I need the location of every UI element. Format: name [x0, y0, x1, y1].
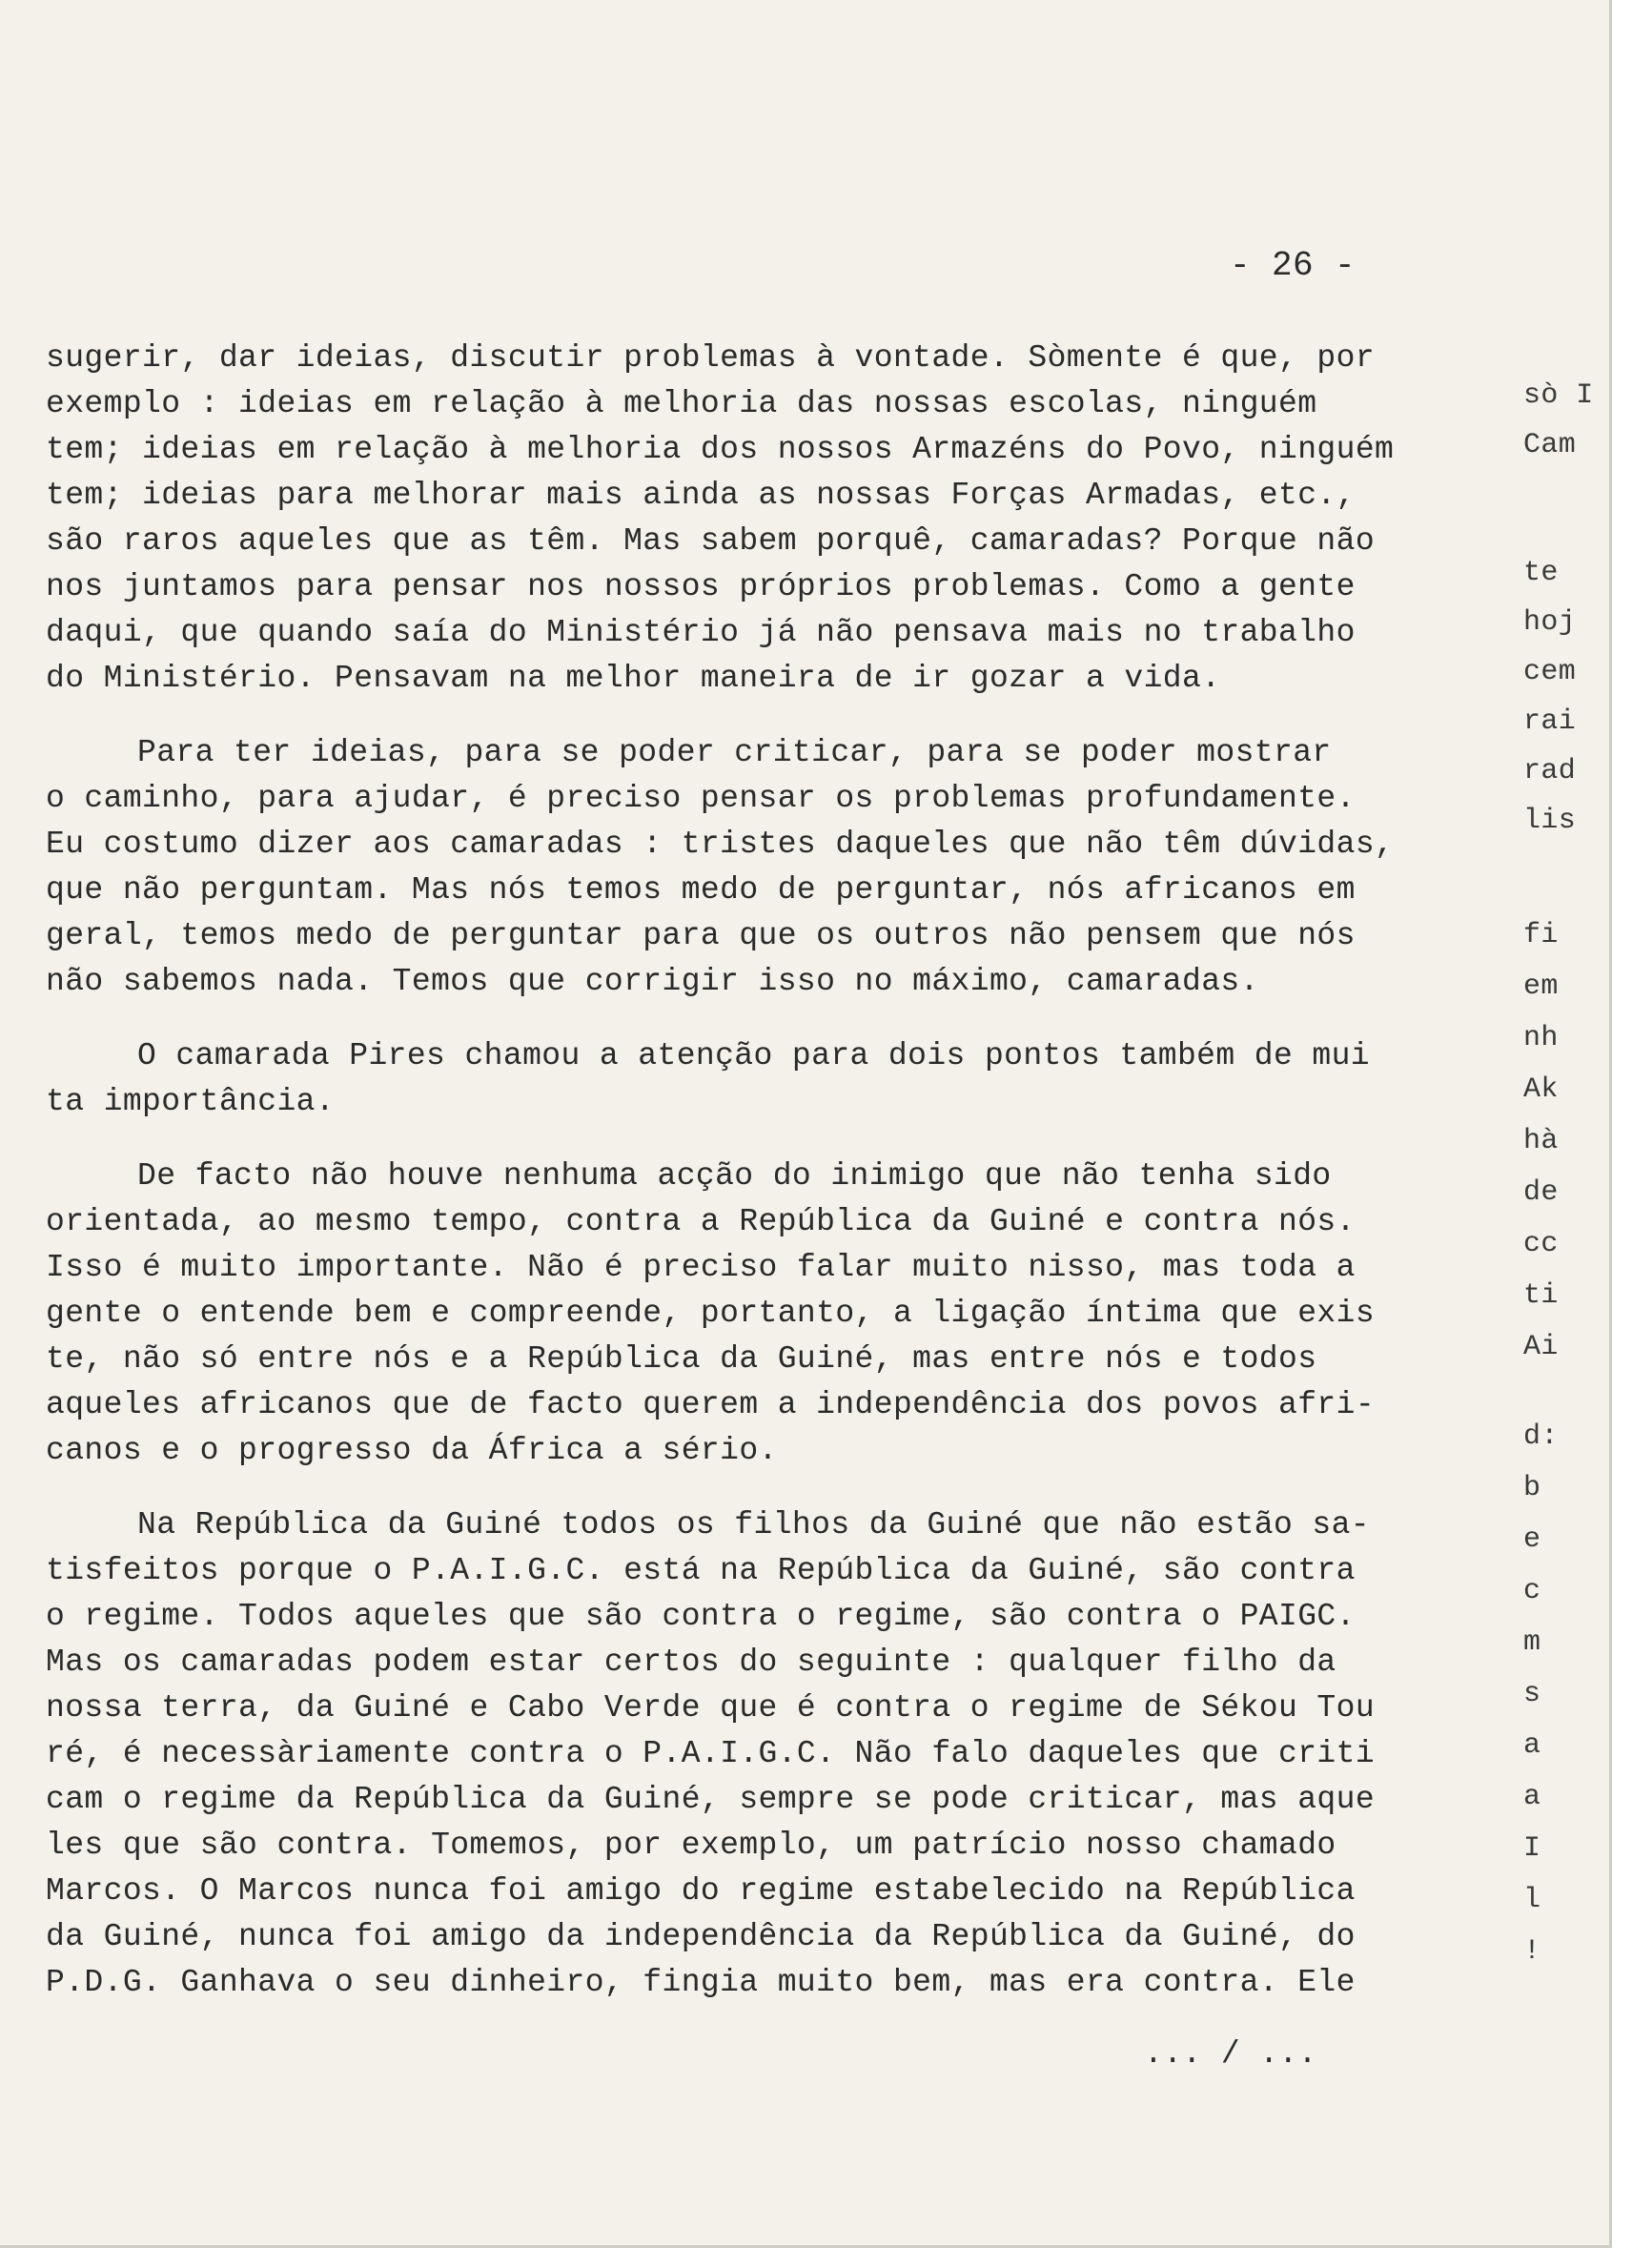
margin-fragment: em: [1523, 971, 1559, 1003]
text-line: canos e o progresso da África a sério.: [46, 1433, 778, 1468]
margin-fragment: fi: [1523, 919, 1559, 951]
continuation-marker: ... / ...: [1144, 2036, 1317, 2072]
text-line: Marcos. O Marcos nunca foi amigo do regime estabelecido na República: [46, 1873, 1356, 1909]
text-line: nossa terra, da Guiné e Cabo Verde que é contra o regime de Sékou Tou: [46, 1690, 1376, 1726]
text-line: o regime. Todos aqueles que são contra o regime, são contra o PAIGC.: [46, 1599, 1356, 1634]
text-line: o caminho, para ajudar, é preciso pensar os problemas profundamente.: [46, 781, 1356, 816]
margin-fragment: a: [1523, 1781, 1541, 1813]
text-line: Para ter ideias, para se poder criticar, para se poder mostrar: [137, 735, 1332, 770]
text-line: do Ministério. Pensavam na melhor maneira de ir gozar a vida.: [46, 661, 1221, 696]
text-line: O camarada Pires chamou a atenção para dois pontos também de mui: [137, 1038, 1371, 1073]
margin-fragment: rai: [1523, 705, 1577, 738]
margin-fragment: e: [1523, 1523, 1541, 1556]
text-line: orientada, ao mesmo tempo, contra a República da Guiné e contra nós.: [46, 1204, 1356, 1239]
text-line: daqui, que quando saía do Ministério já não pensava mais no trabalho: [46, 615, 1356, 650]
text-line: não sabemos nada. Temos que corrigir isso no máximo, camaradas.: [46, 964, 1259, 999]
text-line: nos juntamos para pensar nos nossos próprios problemas. Como a gente: [46, 569, 1356, 604]
margin-fragment: sò I: [1523, 379, 1594, 412]
text-line: ré, é necessàriamente contra o P.A.I.G.C. Não falo daqueles que criti: [46, 1736, 1376, 1771]
margin-fragment: m: [1523, 1626, 1541, 1659]
paragraph-gap: [46, 1125, 1438, 1154]
text-line: cam o regime da República da Guiné, sempre se pode criticar, mas aque: [46, 1782, 1376, 1817]
text-line: da Guiné, nunca foi amigo da independência da República da Guiné, do: [46, 1919, 1356, 1954]
text-line: tisfeitos porque o P.A.I.G.C. está na República da Guiné, são contra: [46, 1553, 1356, 1588]
margin-fragment: cc: [1523, 1228, 1559, 1260]
text-line: geral, temos medo de perguntar para que os outros não pensem que nós: [46, 918, 1356, 953]
margin-fragment: s: [1523, 1678, 1541, 1710]
paragraph-gap: [46, 702, 1438, 730]
margin-fragment: ti: [1523, 1279, 1559, 1312]
margin-fragment: lis: [1523, 805, 1577, 837]
margin-fragment: te: [1523, 557, 1559, 589]
margin-fragment: I: [1523, 1832, 1541, 1865]
text-line: Eu costumo dizer aos camaradas : tristes daqueles que não têm dúvidas,: [46, 827, 1395, 862]
margin-fragment: de: [1523, 1176, 1559, 1209]
margin-fragment: cem: [1523, 656, 1577, 688]
text-line: gente o entende bem e compreende, portanto, a ligação íntima que exis: [46, 1296, 1376, 1331]
margin-fragment: rad: [1523, 755, 1577, 787]
margin-fragment: nh: [1523, 1022, 1559, 1054]
text-line: De facto não houve nenhuma acção do inimigo que não tenha sido: [137, 1158, 1332, 1194]
margin-fragment: Ak: [1523, 1073, 1559, 1106]
text-line: sugerir, dar ideias, discutir problemas à vontade. Sòmente é que, por: [46, 340, 1376, 376]
text-line: exemplo : ideias em relação à melhoria das nossas escolas, ninguém: [46, 386, 1317, 421]
text-line: aqueles africanos que de facto querem a independência dos povos afri-: [46, 1387, 1376, 1422]
margin-fragment: c: [1523, 1575, 1541, 1607]
text-line: Mas os camaradas podem estar certos do seguinte : qualquer filho da: [46, 1645, 1336, 1680]
text-line: ta importância.: [46, 1084, 336, 1119]
margin-fragment: a: [1523, 1729, 1541, 1762]
margin-fragment: b: [1523, 1472, 1541, 1504]
paragraph-gap: [46, 1474, 1438, 1502]
margin-fragment: hà: [1523, 1125, 1559, 1157]
text-line: les que são contra. Tomemos, por exemplo, um patrício nosso chamado: [46, 1828, 1336, 1863]
margin-fragment: !: [1523, 1935, 1541, 1968]
text-line: são raros aqueles que as têm. Mas sabem porquê, camaradas? Porque não: [46, 523, 1376, 559]
body-text: [46, 336, 1438, 2006]
text-line: que não perguntam. Mas nós temos medo de perguntar, nós africanos em: [46, 872, 1356, 908]
adjacent-page-edge: [1523, 379, 1609, 1981]
text-line: te, não só entre nós e a República da Guiné, mas entre nós e todos: [46, 1341, 1317, 1377]
text-line: P.D.G. Ganhava o seu dinheiro, fingia muito bem, mas era contra. Ele: [46, 1965, 1356, 2000]
text-line: Isso é muito importante. Não é preciso falar muito nisso, mas toda a: [46, 1250, 1356, 1285]
paragraph-gap: [46, 1005, 1438, 1033]
text-line: tem; ideias para melhorar mais ainda as nossas Forças Armadas, etc.,: [46, 478, 1356, 513]
margin-fragment: d:: [1523, 1420, 1559, 1453]
text-line: tem; ideias em relação à melhoria dos nossos Armazéns do Povo, ninguém: [46, 432, 1395, 467]
text-line: Na República da Guiné todos os filhos da Guiné que não estão sa-: [137, 1507, 1371, 1543]
margin-fragment: l: [1523, 1884, 1541, 1916]
margin-fragment: Cam: [1523, 429, 1577, 461]
margin-fragment: Ai: [1523, 1331, 1559, 1363]
page-number: - 26 -: [1230, 246, 1357, 285]
margin-fragment: hoj: [1523, 606, 1577, 639]
